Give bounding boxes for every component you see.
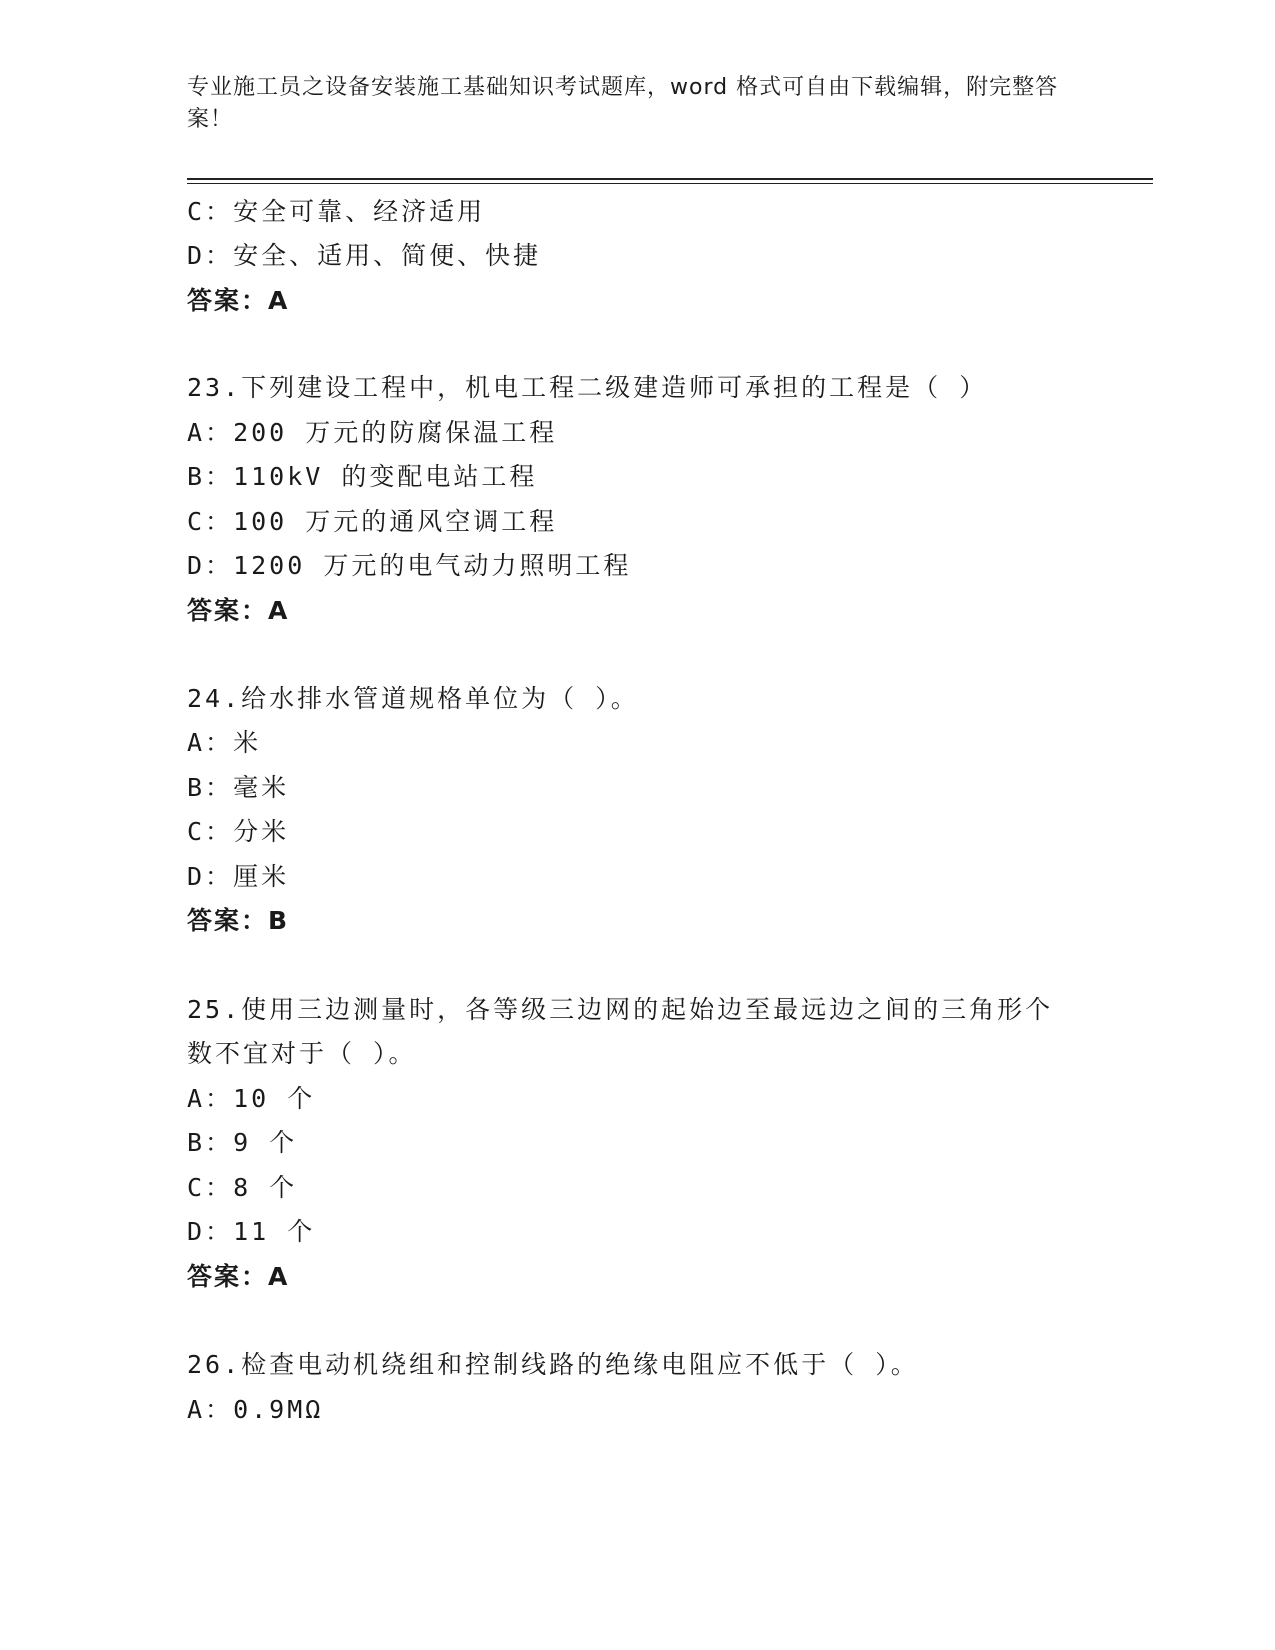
header-divider-thick: [187, 178, 1153, 180]
question-text: 下列建设工程中，机电工程二级建造师可承担的工程是（ ）: [241, 373, 988, 402]
option-d: [187, 240, 541, 272]
question-text: 给水排水管道规格单位为（ ）。: [241, 684, 639, 713]
option-key: A：: [187, 418, 234, 447]
answer-label: 答案：: [187, 1262, 269, 1291]
option-key: C：: [187, 197, 234, 226]
option-c: [187, 816, 289, 848]
option-text: 厘米: [233, 862, 290, 891]
answer-value: A: [268, 596, 290, 625]
question-25: [187, 994, 1053, 1026]
option-key: D：: [187, 551, 234, 580]
option-key: B：: [187, 1128, 234, 1157]
option-key: B：: [187, 462, 234, 491]
option-a: [187, 1394, 323, 1426]
option-key: C：: [187, 507, 234, 536]
option-c: [187, 1172, 297, 1204]
option-d: [187, 550, 631, 582]
option-key: D：: [187, 862, 234, 891]
option-text: 安全、适用、简便、快捷: [233, 241, 542, 270]
option-text: 200 万元的防腐保温工程: [233, 418, 558, 447]
answer-value: B: [268, 906, 290, 935]
question-number: 24.: [187, 684, 242, 713]
option-text: 10 个: [233, 1084, 316, 1113]
question-number: 26.: [187, 1350, 242, 1379]
option-a: [187, 417, 557, 449]
option-d: [187, 1216, 315, 1248]
option-key: D：: [187, 1217, 234, 1246]
option-a: [187, 1083, 315, 1115]
answer-value: A: [268, 1262, 290, 1291]
option-a: [187, 727, 261, 759]
option-key: A：: [187, 1395, 234, 1424]
question-text: 检查电动机绕组和控制线路的绝缘电阻应不低于（ ）。: [241, 1350, 919, 1379]
question-text: 使用三边测量时，各等级三边网的起始边至最远边之间的三角形个: [241, 995, 1054, 1024]
question-24: [187, 683, 639, 715]
answer-line: [187, 285, 289, 317]
option-c: [187, 506, 557, 538]
option-key: B：: [187, 773, 234, 802]
option-key: A：: [187, 728, 234, 757]
option-text: 1200 万元的电气动力照明工程: [233, 551, 632, 580]
option-key: C：: [187, 817, 234, 846]
option-b: [187, 461, 537, 493]
question-number: 23.: [187, 373, 242, 402]
option-text: 8 个: [233, 1173, 298, 1202]
option-text: 毫米: [233, 773, 290, 802]
option-d: [187, 861, 289, 893]
option-text: 0.9MΩ: [233, 1395, 324, 1424]
option-text: 安全可靠、经济适用: [233, 197, 486, 226]
option-text: 11 个: [233, 1217, 316, 1246]
option-text: 米: [233, 728, 262, 757]
question-23: [187, 372, 987, 404]
answer-label: 答案：: [187, 596, 269, 625]
answer-line: [187, 1261, 289, 1293]
answer-line: [187, 905, 289, 937]
question-25-continued: [187, 1038, 417, 1070]
header-divider-thin: [187, 183, 1153, 184]
option-text: 分米: [233, 817, 290, 846]
question-number: 25.: [187, 995, 242, 1024]
option-b: [187, 772, 289, 804]
option-key: A：: [187, 1084, 234, 1113]
option-c: [187, 196, 485, 228]
option-text: 9 个: [233, 1128, 298, 1157]
question-26: [187, 1349, 919, 1381]
answer-line: [187, 595, 289, 627]
answer-label: 答案：: [187, 286, 269, 315]
option-key: C：: [187, 1173, 234, 1202]
option-key: D：: [187, 241, 234, 270]
answer-label: 答案：: [187, 906, 269, 935]
answer-value: A: [268, 286, 290, 315]
document-header: 专业施工员之设备安装施工基础知识考试题库，word 格式可自由下载编辑，附完整答案！: [187, 75, 1059, 132]
option-text: 100 万元的通风空调工程: [233, 507, 558, 536]
option-text: 110kV 的变配电站工程: [233, 462, 538, 491]
option-b: [187, 1127, 297, 1159]
question-text: 数不宜对于（ ）。: [187, 1039, 417, 1068]
